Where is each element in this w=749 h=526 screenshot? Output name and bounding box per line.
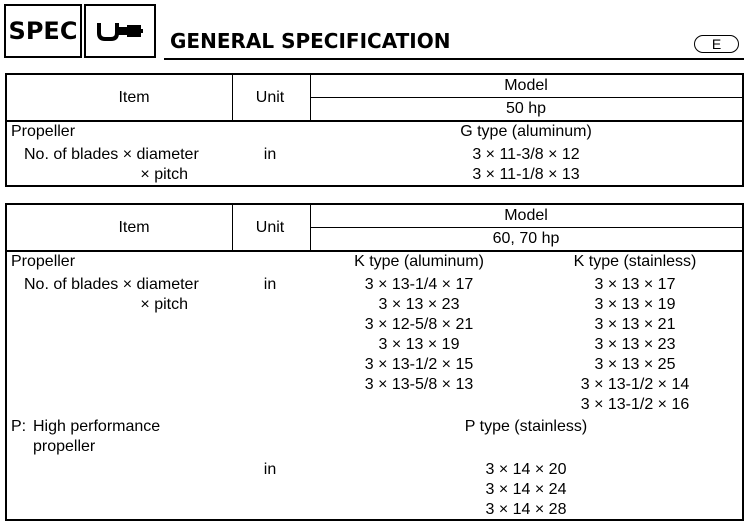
spec-table-60-70hp <box>5 203 744 521</box>
divider <box>310 97 742 98</box>
k-stainless-value: 3 × 13 × 21 <box>594 316 676 333</box>
spec-label: SPEC <box>4 4 82 58</box>
k-aluminum-value: 3 × 13 × 23 <box>378 296 460 313</box>
unit-value: in <box>263 276 277 293</box>
p-type-value: 3 × 14 × 24 <box>485 481 567 498</box>
hp-label-line1: High performance <box>33 418 161 435</box>
p-type-value: 3 × 14 × 20 <box>485 461 567 478</box>
k-stainless-value: 3 × 13-1/2 × 16 <box>580 396 690 413</box>
k-stainless-value: 3 × 13 × 23 <box>594 336 676 353</box>
k-stainless-value: 3 × 13 × 19 <box>594 296 676 313</box>
row-label-propeller: Propeller <box>11 253 76 270</box>
k-aluminum-label: K type (aluminum) <box>354 253 484 270</box>
k-aluminum-value: 3 × 12-5/8 × 21 <box>364 316 474 333</box>
title-rule <box>164 58 744 60</box>
unit-value: in <box>263 146 277 163</box>
header-divider <box>7 250 742 252</box>
micrometer-icon-box <box>84 4 156 58</box>
k-stainless-label: K type (stainless) <box>573 253 697 270</box>
micrometer-icon <box>96 19 144 43</box>
row-label-pitch: × pitch <box>140 296 188 313</box>
k-aluminum-value: 3 × 13-1/2 × 15 <box>364 356 474 373</box>
p-type-label: P type (stainless) <box>464 418 588 435</box>
divider <box>232 205 233 250</box>
spec-value: 3 × 11-3/8 × 12 <box>472 146 580 163</box>
col-header-item: Item <box>118 89 150 106</box>
divider <box>232 75 233 120</box>
k-stainless-value: 3 × 13 × 25 <box>594 356 676 373</box>
row-label-blades: No. of blades × diameter <box>24 276 199 293</box>
type-label: G type (aluminum) <box>460 123 592 140</box>
spec-value: 3 × 11-1/8 × 13 <box>472 166 580 183</box>
col-header-item: Item <box>118 219 150 236</box>
k-aluminum-value: 3 × 13-1/4 × 17 <box>364 276 474 293</box>
hp-prefix: P: <box>11 418 27 435</box>
divider <box>310 227 742 228</box>
header-divider <box>7 120 742 122</box>
model-name: 60, 70 hp <box>492 230 560 247</box>
language-badge: E <box>694 35 739 53</box>
k-aluminum-value: 3 × 13 × 19 <box>378 336 460 353</box>
col-header-unit: Unit <box>255 219 285 236</box>
row-label-pitch: × pitch <box>140 166 188 183</box>
model-name: 50 hp <box>505 100 547 117</box>
col-header-model: Model <box>504 207 548 224</box>
row-label-blades: No. of blades × diameter <box>24 146 199 163</box>
hp-label-line2: propeller <box>33 438 96 455</box>
col-header-unit: Unit <box>255 89 285 106</box>
p-type-value: 3 × 14 × 28 <box>485 501 567 518</box>
page-title: GENERAL SPECIFICATION <box>170 29 451 53</box>
col-header-model: Model <box>504 77 548 94</box>
k-aluminum-value: 3 × 13-5/8 × 13 <box>364 376 474 393</box>
row-label-propeller: Propeller <box>11 123 76 140</box>
k-stainless-value: 3 × 13 × 17 <box>594 276 676 293</box>
hp-unit-value: in <box>263 461 277 478</box>
k-stainless-value: 3 × 13-1/2 × 14 <box>580 376 690 393</box>
spec-table-50hp <box>5 73 744 187</box>
